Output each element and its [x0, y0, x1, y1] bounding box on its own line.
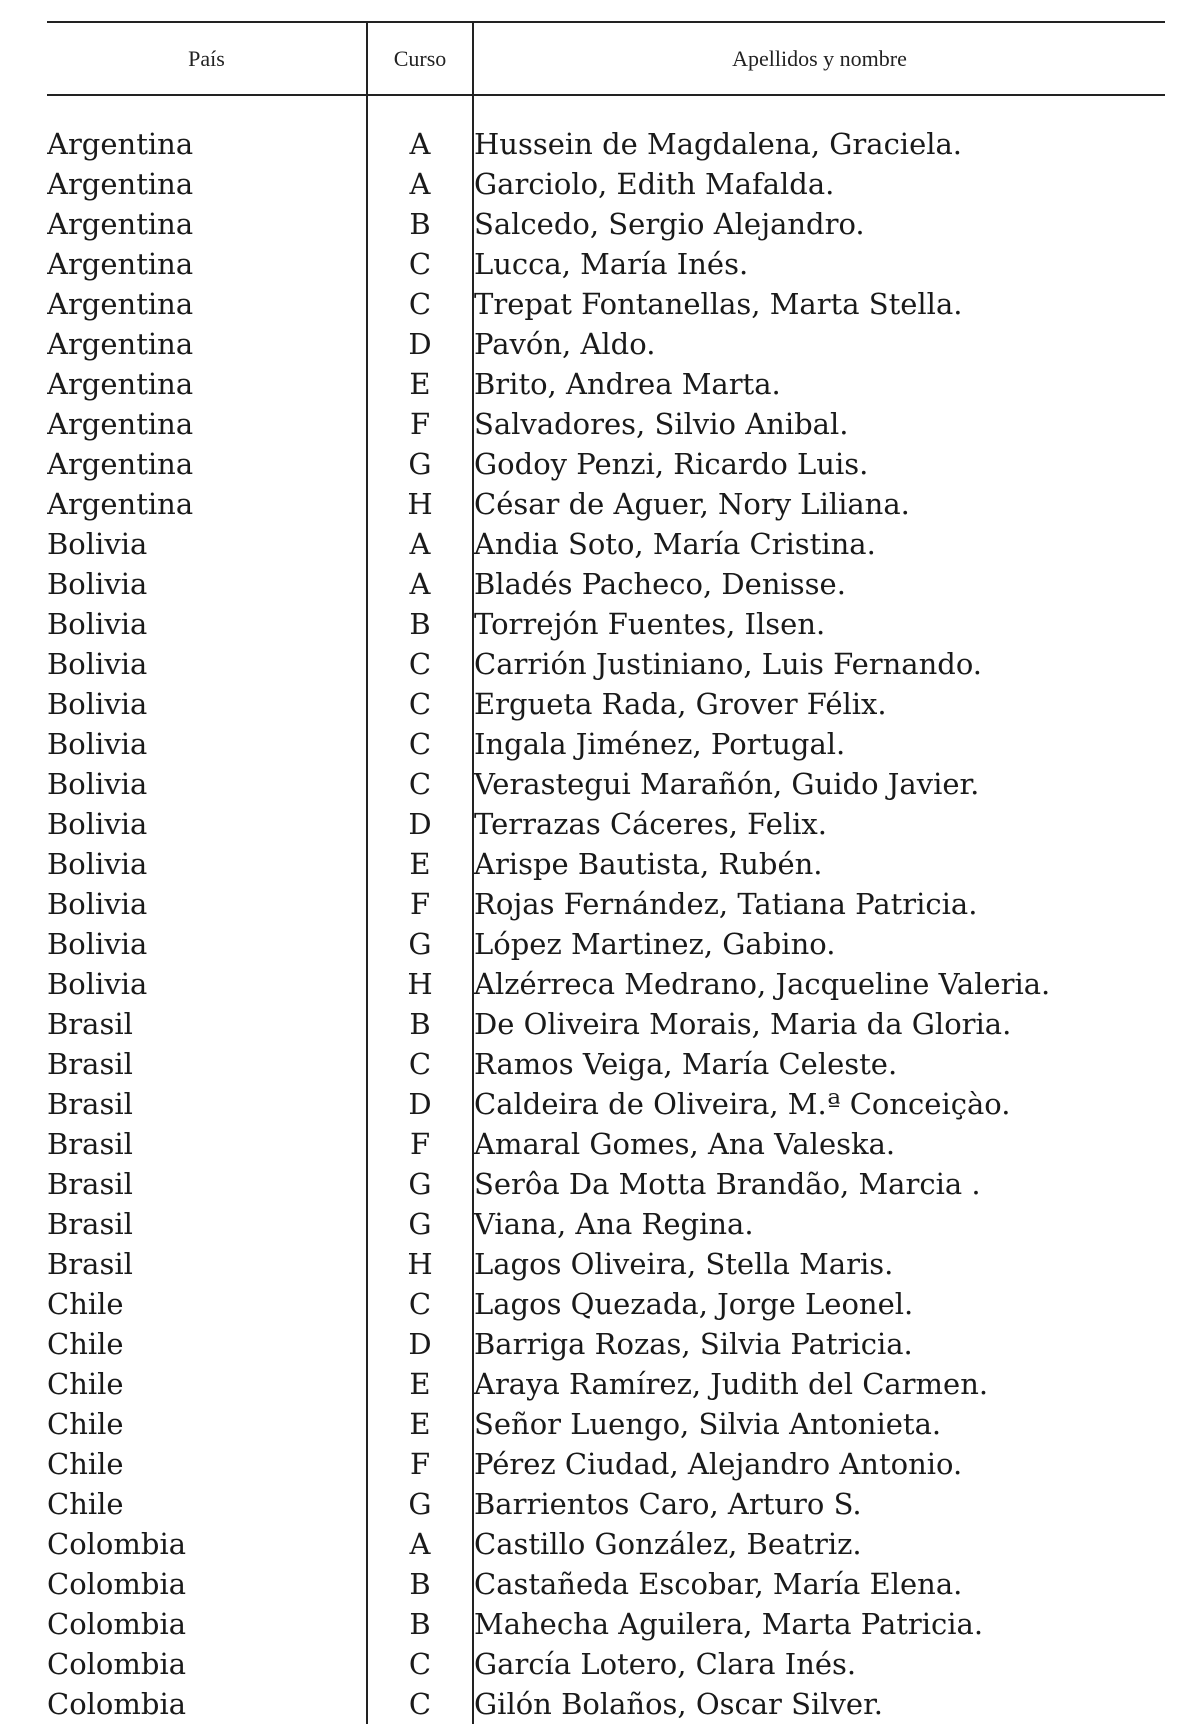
cell-pais: Bolivia [47, 887, 148, 921]
cell-curso: H [367, 484, 473, 524]
table-row [47, 804, 1165, 844]
cell-apellidos-nombre: López Martinez, Gabino. [474, 927, 836, 961]
cell-apellidos-nombre: Mahecha Aguilera, Marta Patricia. [474, 1607, 984, 1641]
cell-curso: E [367, 844, 473, 884]
cell-curso: A [367, 1524, 473, 1564]
cell-pais: Bolivia [47, 527, 148, 561]
cell-curso: C [367, 1044, 473, 1084]
table-row [47, 644, 1165, 684]
table-row [47, 1044, 1165, 1084]
cell-pais: Chile [47, 1487, 124, 1521]
cell-pais: Bolivia [47, 647, 148, 681]
cell-pais: Bolivia [47, 607, 148, 641]
cell-pais: Bolivia [47, 927, 148, 961]
cell-apellidos-nombre: Pavón, Aldo. [474, 327, 656, 361]
cell-curso: G [367, 444, 473, 484]
cell-pais: Argentina [47, 167, 194, 201]
cell-curso: C [367, 644, 473, 684]
table-row [47, 1084, 1165, 1124]
table-row [47, 1604, 1165, 1644]
table-row [47, 684, 1165, 724]
table-row [47, 1644, 1165, 1684]
cell-pais: Chile [47, 1327, 124, 1361]
spacer-cell [367, 95, 473, 124]
header-row [47, 22, 1165, 95]
cell-curso: C [367, 724, 473, 764]
cell-curso: G [367, 1484, 473, 1524]
cell-apellidos-nombre: Arispe Bautista, Rubén. [474, 847, 823, 881]
cell-curso: B [367, 1564, 473, 1604]
cell-apellidos-nombre: Caldeira de Oliveira, M.ª Conceiçào. [474, 1087, 1011, 1121]
cell-curso: E [367, 1404, 473, 1444]
spacer-cell [473, 95, 1165, 124]
cell-apellidos-nombre: Rojas Fernández, Tatiana Patricia. [474, 887, 978, 921]
table-row [47, 724, 1165, 764]
cell-pais: Colombia [47, 1647, 187, 1681]
cell-apellidos-nombre: Araya Ramírez, Judith del Carmen. [474, 1367, 989, 1401]
table-row [47, 164, 1165, 204]
cell-curso: C [367, 1284, 473, 1324]
table-row [47, 244, 1165, 284]
cell-apellidos-nombre: César de Aguer, Nory Liliana. [474, 487, 910, 521]
cell-pais: Bolivia [47, 687, 148, 721]
cell-curso: A [367, 524, 473, 564]
table-row [47, 524, 1165, 564]
cell-curso: B [367, 604, 473, 644]
table-body [47, 95, 1165, 1724]
table-row [47, 124, 1165, 164]
cell-pais: Bolivia [47, 767, 148, 801]
cell-curso: C [367, 1644, 473, 1684]
cell-apellidos-nombre: Terrazas Cáceres, Felix. [474, 807, 827, 841]
cell-curso: D [367, 324, 473, 364]
cell-curso: B [367, 1604, 473, 1644]
cell-pais: Chile [47, 1367, 124, 1401]
table-row [47, 284, 1165, 324]
cell-apellidos-nombre: Gilón Bolaños, Oscar Silver. [474, 1687, 883, 1721]
cell-pais: Argentina [47, 127, 194, 161]
cell-apellidos-nombre: Salcedo, Sergio Alejandro. [474, 207, 865, 241]
table-row [47, 1364, 1165, 1404]
cell-apellidos-nombre: Carrión Justiniano, Luis Fernando. [474, 647, 983, 681]
table-row [47, 564, 1165, 604]
cell-apellidos-nombre: Trepat Fontanellas, Marta Stella. [474, 287, 963, 321]
cell-apellidos-nombre: Lucca, María Inés. [474, 247, 749, 281]
cell-pais: Bolivia [47, 967, 148, 1001]
table-row [47, 1484, 1165, 1524]
cell-pais: Argentina [47, 287, 194, 321]
cell-pais: Colombia [47, 1687, 187, 1721]
spacer-cell [47, 95, 367, 124]
table-row [47, 1324, 1165, 1364]
cell-curso: H [367, 1244, 473, 1284]
cell-pais: Brasil [47, 1247, 133, 1281]
cell-apellidos-nombre: Ramos Veiga, María Celeste. [474, 1047, 898, 1081]
cell-apellidos-nombre: Torrejón Fuentes, Ilsen. [474, 607, 826, 641]
table-row [47, 1124, 1165, 1164]
cell-pais: Argentina [47, 207, 194, 241]
cell-curso: C [367, 244, 473, 284]
cell-curso: B [367, 1004, 473, 1044]
table-row [47, 924, 1165, 964]
cell-curso: C [367, 284, 473, 324]
table-row [47, 1404, 1165, 1444]
cell-apellidos-nombre: Ergueta Rada, Grover Félix. [474, 687, 887, 721]
cell-curso: G [367, 924, 473, 964]
cell-apellidos-nombre: Salvadores, Silvio Anibal. [474, 407, 849, 441]
participants-table [47, 21, 1165, 1724]
table-row [47, 964, 1165, 1004]
table-row [47, 1244, 1165, 1284]
cell-pais: Argentina [47, 247, 194, 281]
cell-apellidos-nombre: Viana, Ana Regina. [474, 1207, 754, 1241]
cell-pais: Chile [47, 1407, 124, 1441]
table-row [47, 404, 1165, 444]
cell-apellidos-nombre: Barrientos Caro, Arturo S. [474, 1487, 862, 1521]
cell-pais: Argentina [47, 447, 194, 481]
cell-pais: Brasil [47, 1207, 133, 1241]
cell-pais: Brasil [47, 1167, 133, 1201]
cell-curso: A [367, 564, 473, 604]
cell-apellidos-nombre: Amaral Gomes, Ana Valeska. [474, 1127, 896, 1161]
cell-apellidos-nombre: Verastegui Marañón, Guido Javier. [474, 767, 980, 801]
cell-apellidos-nombre: García Lotero, Clara Inés. [474, 1647, 857, 1681]
cell-apellidos-nombre: Castañeda Escobar, María Elena. [474, 1567, 963, 1601]
cell-apellidos-nombre: Andia Soto, María Cristina. [474, 527, 876, 561]
cell-pais: Brasil [47, 1127, 133, 1161]
cell-pais: Argentina [47, 407, 194, 441]
cell-pais: Argentina [47, 487, 194, 521]
cell-apellidos-nombre: Lagos Quezada, Jorge Leonel. [474, 1287, 914, 1321]
table-row [47, 364, 1165, 404]
cell-curso: G [367, 1164, 473, 1204]
cell-pais: Colombia [47, 1567, 187, 1601]
cell-curso: H [367, 964, 473, 1004]
cell-pais: Colombia [47, 1607, 187, 1641]
cell-curso: C [367, 684, 473, 724]
cell-apellidos-nombre: Bladés Pacheco, Denisse. [474, 567, 846, 601]
cell-apellidos-nombre: Alzérreca Medrano, Jacqueline Valeria. [474, 967, 1051, 1001]
cell-pais: Brasil [47, 1007, 133, 1041]
cell-curso: C [367, 764, 473, 804]
table-row [47, 1444, 1165, 1484]
cell-apellidos-nombre: Ingala Jiménez, Portugal. [474, 727, 846, 761]
cell-pais: Argentina [47, 327, 194, 361]
cell-apellidos-nombre: Hussein de Magdalena, Graciela. [474, 127, 963, 161]
cell-curso: D [367, 1084, 473, 1124]
cell-apellidos-nombre: Godoy Penzi, Ricardo Luis. [474, 447, 869, 481]
cell-apellidos-nombre: Pérez Ciudad, Alejandro Antonio. [474, 1447, 963, 1481]
table-row [47, 1524, 1165, 1564]
table-header [47, 22, 1165, 95]
cell-apellidos-nombre: Serôa Da Motta Brandão, Marcia . [474, 1167, 981, 1201]
cell-pais: Bolivia [47, 807, 148, 841]
cell-curso: F [367, 404, 473, 444]
cell-curso: G [367, 1204, 473, 1244]
cell-curso: E [367, 1364, 473, 1404]
table-row [47, 844, 1165, 884]
header-apellidos-nombre: Apellidos y nombre [473, 22, 1165, 95]
cell-curso: C [367, 1684, 473, 1724]
table-row [47, 604, 1165, 644]
cell-curso: A [367, 124, 473, 164]
table-row [47, 324, 1165, 364]
cell-pais: Chile [47, 1287, 124, 1321]
cell-pais: Bolivia [47, 727, 148, 761]
table-row [47, 1004, 1165, 1044]
cell-apellidos-nombre: Brito, Andrea Marta. [474, 367, 781, 401]
table-row [47, 444, 1165, 484]
table-row [47, 484, 1165, 524]
cell-pais: Bolivia [47, 567, 148, 601]
cell-pais: Brasil [47, 1047, 133, 1081]
table-row [47, 884, 1165, 924]
cell-curso: E [367, 364, 473, 404]
table-row [47, 1204, 1165, 1244]
cell-curso: D [367, 804, 473, 844]
table-row [47, 1164, 1165, 1204]
header-pais: País [47, 22, 367, 95]
cell-pais: Chile [47, 1447, 124, 1481]
cell-pais: Brasil [47, 1087, 133, 1121]
header-curso: Curso [367, 22, 473, 95]
cell-apellidos-nombre: Barriga Rozas, Silvia Patricia. [474, 1327, 913, 1361]
cell-curso: F [367, 1444, 473, 1484]
cell-pais: Colombia [47, 1527, 187, 1561]
cell-curso: D [367, 1324, 473, 1364]
cell-apellidos-nombre: Garciolo, Edith Mafalda. [474, 167, 835, 201]
cell-curso: F [367, 1124, 473, 1164]
table-row [47, 1684, 1165, 1724]
table-row [47, 764, 1165, 804]
cell-apellidos-nombre: Lagos Oliveira, Stella Maris. [474, 1247, 894, 1281]
table-row [47, 1564, 1165, 1604]
cell-curso: A [367, 164, 473, 204]
header-spacer [47, 95, 1165, 124]
cell-curso: B [367, 204, 473, 244]
table-row [47, 1284, 1165, 1324]
cell-apellidos-nombre: Señor Luengo, Silvia Antonieta. [474, 1407, 942, 1441]
cell-curso: F [367, 884, 473, 924]
cell-apellidos-nombre: De Oliveira Morais, Maria da Gloria. [474, 1007, 1012, 1041]
table-row [47, 204, 1165, 244]
cell-apellidos-nombre: Castillo González, Beatriz. [474, 1527, 862, 1561]
cell-pais: Argentina [47, 367, 194, 401]
cell-pais: Bolivia [47, 847, 148, 881]
